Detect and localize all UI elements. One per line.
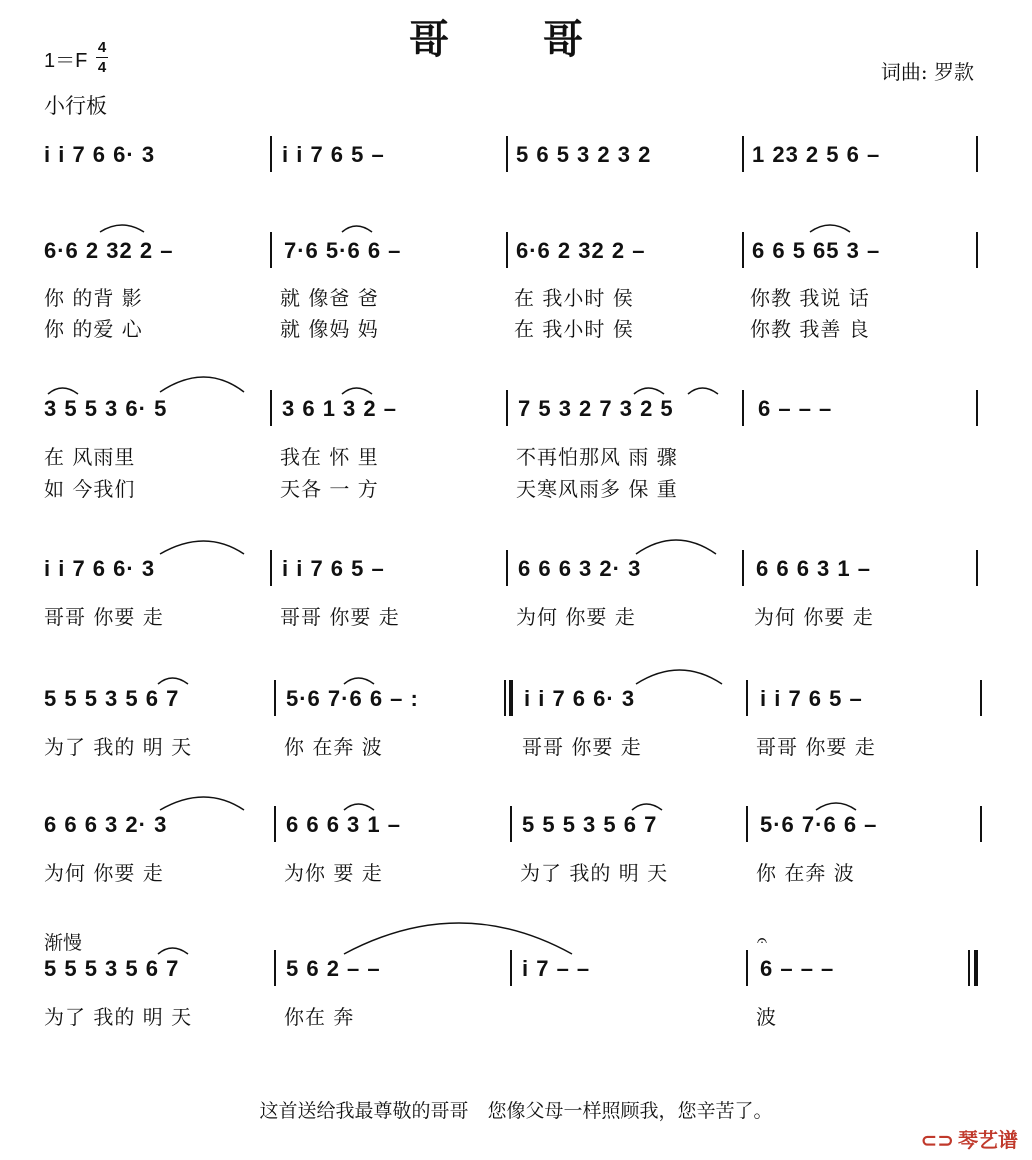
lyric-6-4: 你 在奔 波 [756, 861, 855, 885]
lyric-7-4: 波 [756, 1005, 777, 1029]
final-barline-thin [968, 950, 970, 986]
fermata-icon: 𝄐 [757, 930, 768, 951]
lyric-5-1: 为了 我的 明 天 [44, 735, 193, 759]
measure-6-4: 5·6 7·6 6 – [760, 812, 878, 837]
measure-3-3: 7 5 3 2 7 3 2 5 [518, 396, 674, 421]
lyric-2-1a: 你 的背 影 [44, 286, 143, 310]
measure-6-3: 5 5 5 3 5 6 7 [522, 812, 658, 837]
site-logo [920, 1124, 1018, 1153]
lyric-4-3: 为何 你要 走 [516, 605, 636, 629]
measure-5-2: 5·6 7·6 6 – : [286, 686, 419, 711]
slur [632, 804, 662, 810]
barline [270, 232, 272, 268]
barline [742, 390, 744, 426]
measure-1-3: 5 6 5 3 2 3 2 [516, 142, 652, 167]
measure-5-1: 5 5 5 3 5 6 7 [44, 686, 180, 711]
lyric-5-2: 你 在奔 波 [284, 735, 383, 759]
lyric-3-3a: 不再怕那风 雨 骤 [516, 445, 678, 469]
measure-1-1: i i 7 6 6· 3 [44, 142, 156, 167]
repeat-barline-thin [504, 680, 506, 716]
measure-4-2: i i 7 6 5 – [282, 556, 385, 581]
slur [342, 388, 372, 394]
slur [688, 388, 718, 394]
barline [746, 950, 748, 986]
time-signature-line [96, 57, 108, 58]
key-signature: 1＝F [44, 50, 88, 72]
lyric-2-3a: 在 我小时 侯 [514, 286, 634, 310]
measure-7-2: 5 6 2 – – [286, 956, 381, 981]
measure-2-4: 6 6 5 65 3 – [752, 238, 881, 263]
slur [100, 225, 144, 232]
lyric-3-1a: 在 风雨里 [44, 445, 136, 469]
barline [976, 390, 978, 426]
repeat-barline-thick [509, 680, 513, 716]
time-signature-bottom: 4 [97, 59, 107, 76]
measure-7-3: i 7 – – [522, 956, 591, 981]
barline [976, 232, 978, 268]
barline [742, 136, 744, 172]
lyric-6-2: 为你 要 走 [284, 861, 383, 885]
barline [506, 232, 508, 268]
logo-mark-icon: ⊂⊃ [920, 1128, 954, 1152]
measure-5-4: i i 7 6 5 – [760, 686, 863, 711]
time-signature-top: 4 [97, 39, 107, 56]
slur [634, 388, 664, 394]
slur [810, 225, 850, 232]
lyric-7-1: 为了 我的 明 天 [44, 1005, 193, 1029]
measure-3-2: 3 6 1 3 2 – [282, 396, 397, 421]
tempo-marking: 小行板 [44, 94, 107, 118]
barline [270, 136, 272, 172]
lyric-5-4: 哥哥 你要 走 [756, 735, 876, 759]
slur [160, 377, 244, 392]
slur [48, 388, 78, 394]
barline [506, 390, 508, 426]
lyric-2-4b: 你教 我善 良 [750, 317, 870, 341]
barline [274, 950, 276, 986]
slur [160, 797, 244, 810]
measure-4-3: 6 6 6 3 2· 3 [518, 556, 642, 581]
barline [976, 550, 978, 586]
barline [506, 550, 508, 586]
measure-1-2: i i 7 6 5 – [282, 142, 385, 167]
barline [274, 806, 276, 842]
logo-text: 琴艺谱 [958, 1128, 1018, 1152]
credits: 词曲: 罗款 [880, 60, 974, 84]
lyric-2-2a: 就 像爸 爸 [280, 286, 379, 310]
measure-3-1: 3 5 5 3 6· 5 [44, 396, 168, 421]
lyric-4-2: 哥哥 你要 走 [280, 605, 400, 629]
barline [506, 136, 508, 172]
slur [158, 678, 188, 684]
lyric-6-1: 为何 你要 走 [44, 861, 164, 885]
lyric-2-3b: 在 我小时 侯 [514, 317, 634, 341]
barline [510, 950, 512, 986]
slur [636, 540, 716, 554]
measure-4-4: 6 6 6 3 1 – [756, 556, 871, 581]
time-signature [96, 38, 108, 77]
final-barline-thick [974, 950, 978, 986]
lyric-2-2b: 就 像妈 妈 [280, 317, 379, 341]
slur [344, 804, 374, 810]
slur [158, 948, 188, 954]
measure-7-4: 6 – – – [760, 956, 835, 981]
lyric-3-1b: 如 今我们 [44, 477, 136, 501]
barline [742, 232, 744, 268]
barline [746, 806, 748, 842]
barline [270, 390, 272, 426]
measure-2-1: 6·6 2 32 2 – [44, 238, 174, 263]
barline [510, 806, 512, 842]
measure-3-4: 6 – – – [758, 396, 833, 421]
lyric-3-2a: 我在 怀 里 [280, 445, 379, 469]
lyric-2-4a: 你教 我说 话 [750, 286, 870, 310]
lyric-6-3: 为了 我的 明 天 [520, 861, 669, 885]
barline [980, 680, 982, 716]
lyric-7-2: 你在 奔 [284, 1005, 355, 1029]
ritardando-marking: 渐慢 [44, 932, 83, 954]
lyric-4-1: 哥哥 你要 走 [44, 605, 164, 629]
measure-1-4: 1 23 2 5 6 – [752, 142, 881, 167]
barline [270, 550, 272, 586]
slur [344, 923, 572, 954]
barline [976, 136, 978, 172]
barline [274, 680, 276, 716]
slur [636, 670, 722, 684]
lyric-5-3: 哥哥 你要 走 [522, 735, 642, 759]
measure-2-2: 7·6 5·6 6 – [284, 238, 402, 263]
score-title: 哥 哥 [409, 16, 623, 63]
lyric-3-3b: 天寒风雨多 保 重 [516, 477, 678, 501]
lyric-4-4: 为何 你要 走 [754, 605, 874, 629]
barline [746, 680, 748, 716]
measure-2-3: 6·6 2 32 2 – [516, 238, 646, 263]
slur [342, 226, 372, 232]
slur [816, 803, 856, 810]
measure-7-1: 5 5 5 3 5 6 7 [44, 956, 180, 981]
measure-5-3: i i 7 6 6· 3 [524, 686, 636, 711]
slur [344, 678, 374, 684]
lyric-2-1b: 你 的爱 心 [44, 317, 143, 341]
measure-6-2: 6 6 6 3 1 – [286, 812, 401, 837]
barline [980, 806, 982, 842]
slur [160, 541, 244, 554]
barline [742, 550, 744, 586]
lyric-3-2b: 天各 一 方 [280, 477, 379, 501]
footer-dedication: 这首送给我最尊敬的哥哥 您像父母一样照顾我，您辛苦了。 [259, 1100, 773, 1122]
measure-6-1: 6 6 6 3 2· 3 [44, 812, 168, 837]
measure-4-1: i i 7 6 6· 3 [44, 556, 156, 581]
